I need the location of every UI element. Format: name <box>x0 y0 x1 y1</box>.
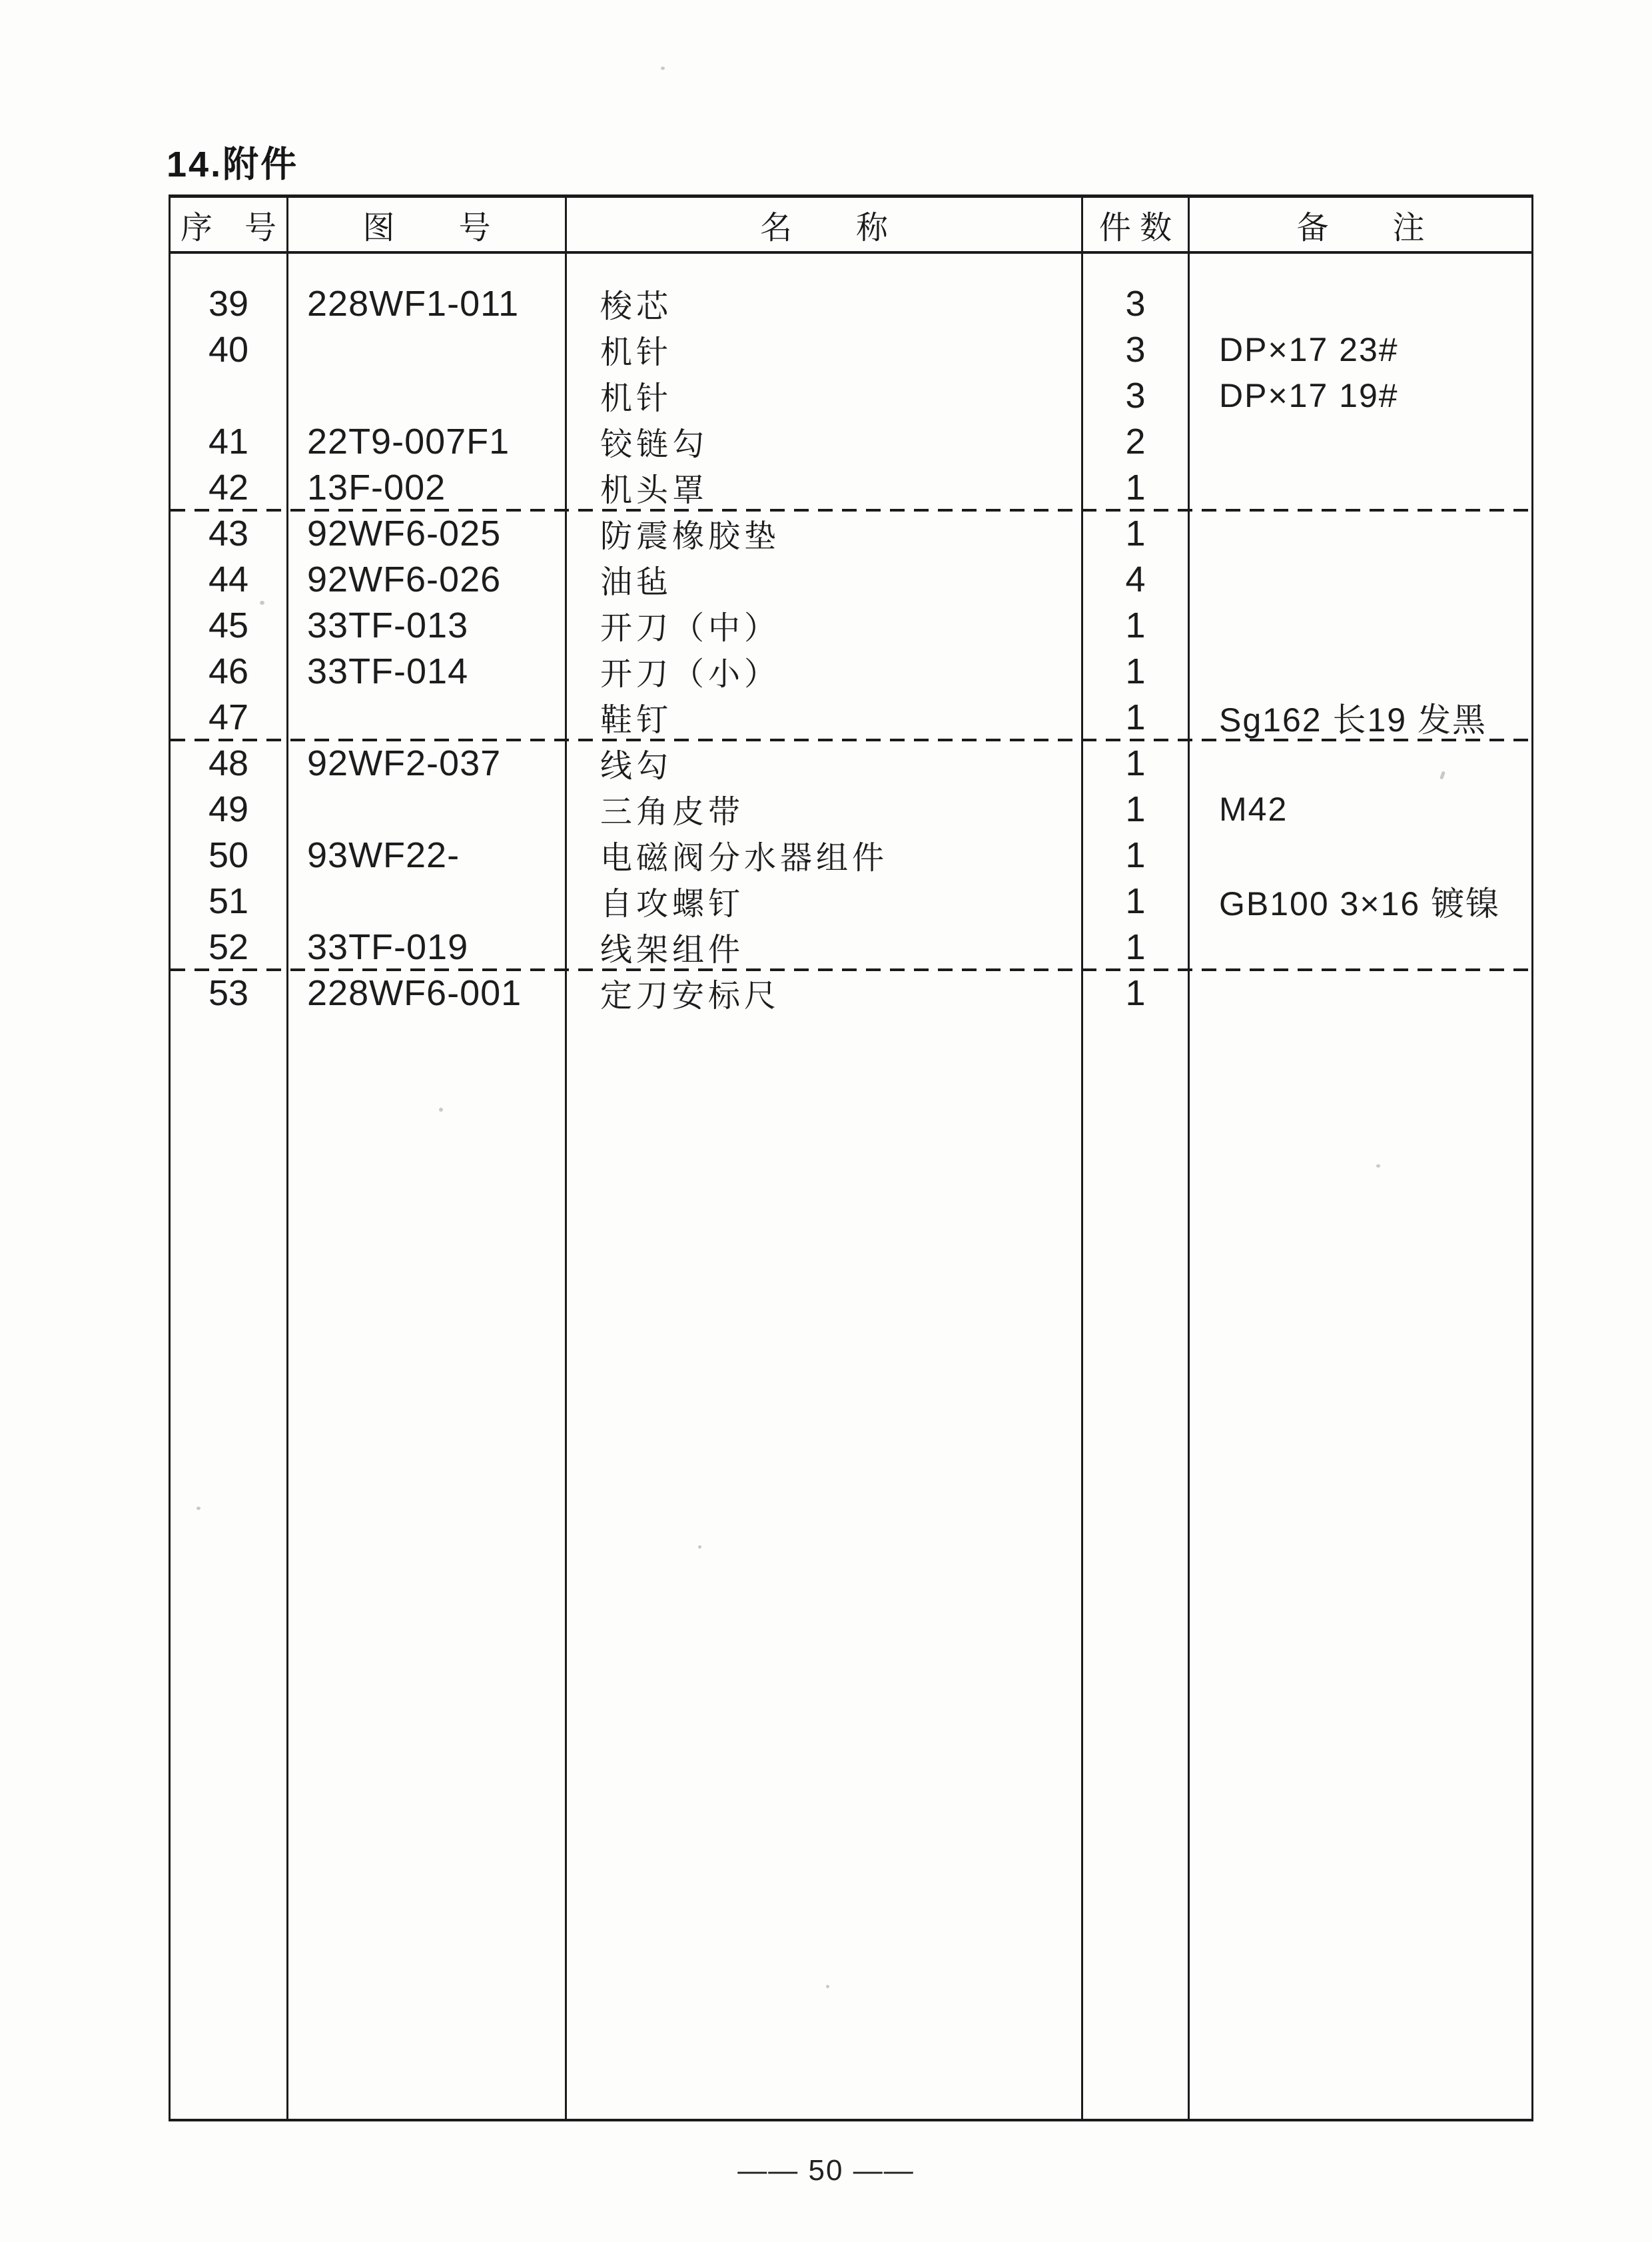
remarks-cell: M42 <box>1188 786 1531 832</box>
drawing-number-cell: 228WF6-001 <box>286 970 565 1016</box>
drawing-number-cell: 92WF2-037 <box>286 740 565 786</box>
table-spacer-row <box>171 254 1531 280</box>
serial-number-cell: 47 <box>208 697 249 737</box>
part-name-cell: 防震橡胶垫 <box>565 510 1081 556</box>
parts-table <box>169 194 1533 2121</box>
serial-number-cell: 42 <box>208 467 249 508</box>
drawing-number-cell: 33TF-014 <box>286 648 565 694</box>
scan-speck <box>661 67 665 70</box>
serial-number-cell: 50 <box>208 835 249 875</box>
drawing-number-cell <box>286 878 565 924</box>
table-row <box>171 648 1531 694</box>
table-header-row <box>171 198 1531 254</box>
scan-speck <box>439 1108 443 1112</box>
serial-number-cell: 39 <box>208 283 249 324</box>
part-name-cell: 机针 <box>565 372 1081 418</box>
table-row <box>171 694 1531 740</box>
remarks-cell <box>1188 970 1531 1016</box>
table-row <box>171 740 1531 786</box>
serial-number-cell <box>171 372 286 418</box>
quantity-cell: 3 <box>1081 280 1188 326</box>
table-body <box>171 254 1531 2119</box>
quantity-cell: 4 <box>1081 556 1188 602</box>
header-quantity: 件 数 <box>1081 198 1188 251</box>
table-row <box>171 464 1531 510</box>
remarks-cell: Sg162 长19 发黑 <box>1188 694 1531 740</box>
drawing-number-cell: 33TF-013 <box>286 602 565 648</box>
quantity-cell: 1 <box>1081 602 1188 648</box>
part-name-cell: 梭芯 <box>565 280 1081 326</box>
scan-speck <box>698 1545 701 1549</box>
quantity-cell: 1 <box>1081 694 1188 740</box>
section-title: 14.附件 <box>167 145 299 185</box>
quantity-cell: 1 <box>1081 464 1188 510</box>
part-name-cell: 鞋钉 <box>565 694 1081 740</box>
scan-speck <box>1376 1164 1380 1168</box>
drawing-number-cell: 93WF22- <box>286 832 565 878</box>
part-name-cell: 开刀（小） <box>565 648 1081 694</box>
remarks-cell: GB100 3×16 镀镍 <box>1188 878 1531 924</box>
part-name-cell: 定刀安标尺 <box>565 970 1081 1016</box>
header-remarks: 备 注 <box>1188 198 1531 251</box>
quantity-cell: 2 <box>1081 418 1188 464</box>
remarks-cell <box>1188 740 1531 786</box>
drawing-number-cell <box>286 372 565 418</box>
serial-number-cell: 40 <box>208 329 249 370</box>
table-row <box>171 280 1531 326</box>
quantity-cell: 1 <box>1081 924 1188 970</box>
table-row <box>171 832 1531 878</box>
serial-number-cell: 49 <box>208 789 249 829</box>
serial-number-cell: 48 <box>208 743 249 783</box>
table-row <box>171 556 1531 602</box>
table-row <box>171 372 1531 418</box>
drawing-number-cell: 92WF6-025 <box>286 510 565 556</box>
table-empty-area <box>171 1016 1531 2119</box>
part-name-cell: 线架组件 <box>565 924 1081 970</box>
serial-number-cell: 44 <box>208 559 249 599</box>
remarks-cell: DP×17 19# <box>1188 372 1531 418</box>
quantity-cell: 1 <box>1081 832 1188 878</box>
serial-number-cell: 53 <box>208 972 249 1013</box>
part-name-cell: 油毡 <box>565 556 1081 602</box>
remarks-cell <box>1188 924 1531 970</box>
header-drawing-number: 图 号 <box>286 198 565 251</box>
drawing-number-cell: 22T9-007F1 <box>286 418 565 464</box>
drawing-number-cell <box>286 326 565 372</box>
quantity-cell: 3 <box>1081 326 1188 372</box>
scan-speck <box>260 601 264 605</box>
quantity-cell: 1 <box>1081 970 1188 1016</box>
quantity-cell: 1 <box>1081 740 1188 786</box>
remarks-cell: DP×17 23# <box>1188 326 1531 372</box>
remarks-cell <box>1188 510 1531 556</box>
remarks-cell <box>1188 648 1531 694</box>
header-serial-number: 序 号 <box>180 210 276 246</box>
part-name-cell: 线勾 <box>565 740 1081 786</box>
header-part-name: 名 称 <box>565 198 1081 251</box>
part-name-cell: 自攻螺钉 <box>565 878 1081 924</box>
part-name-cell: 三角皮带 <box>565 786 1081 832</box>
serial-number-cell: 51 <box>208 881 249 921</box>
table-row <box>171 878 1531 924</box>
part-name-cell: 铰链勾 <box>565 418 1081 464</box>
drawing-number-cell: 13F-002 <box>286 464 565 510</box>
scan-speck <box>826 1985 829 1988</box>
table-row <box>171 970 1531 1016</box>
drawing-number-cell: 92WF6-026 <box>286 556 565 602</box>
table-row <box>171 510 1531 556</box>
serial-number-cell: 52 <box>208 927 249 967</box>
remarks-cell <box>1188 602 1531 648</box>
serial-number-cell: 41 <box>208 421 249 462</box>
quantity-cell: 1 <box>1081 786 1188 832</box>
part-name-cell: 电磁阀分水器组件 <box>565 832 1081 878</box>
serial-number-cell: 43 <box>208 513 249 554</box>
drawing-number-cell <box>286 786 565 832</box>
part-name-cell: 开刀（中） <box>565 602 1081 648</box>
scan-speck <box>197 1507 201 1510</box>
drawing-number-cell <box>286 694 565 740</box>
table-row <box>171 786 1531 832</box>
table-row <box>171 924 1531 970</box>
quantity-cell: 1 <box>1081 648 1188 694</box>
serial-number-cell: 45 <box>208 605 249 645</box>
page-number: —— 50 —— <box>737 2154 915 2187</box>
table-row <box>171 418 1531 464</box>
quantity-cell: 1 <box>1081 878 1188 924</box>
remarks-cell <box>1188 464 1531 510</box>
quantity-cell: 3 <box>1081 372 1188 418</box>
table-row <box>171 326 1531 372</box>
remarks-cell <box>1188 418 1531 464</box>
remarks-cell <box>1188 832 1531 878</box>
table-row <box>171 602 1531 648</box>
drawing-number-cell: 228WF1-011 <box>286 280 565 326</box>
remarks-cell <box>1188 280 1531 326</box>
serial-number-cell: 46 <box>208 651 249 691</box>
remarks-cell <box>1188 556 1531 602</box>
quantity-cell: 1 <box>1081 510 1188 556</box>
part-name-cell: 机针 <box>565 326 1081 372</box>
drawing-number-cell: 33TF-019 <box>286 924 565 970</box>
part-name-cell: 机头罩 <box>565 464 1081 510</box>
